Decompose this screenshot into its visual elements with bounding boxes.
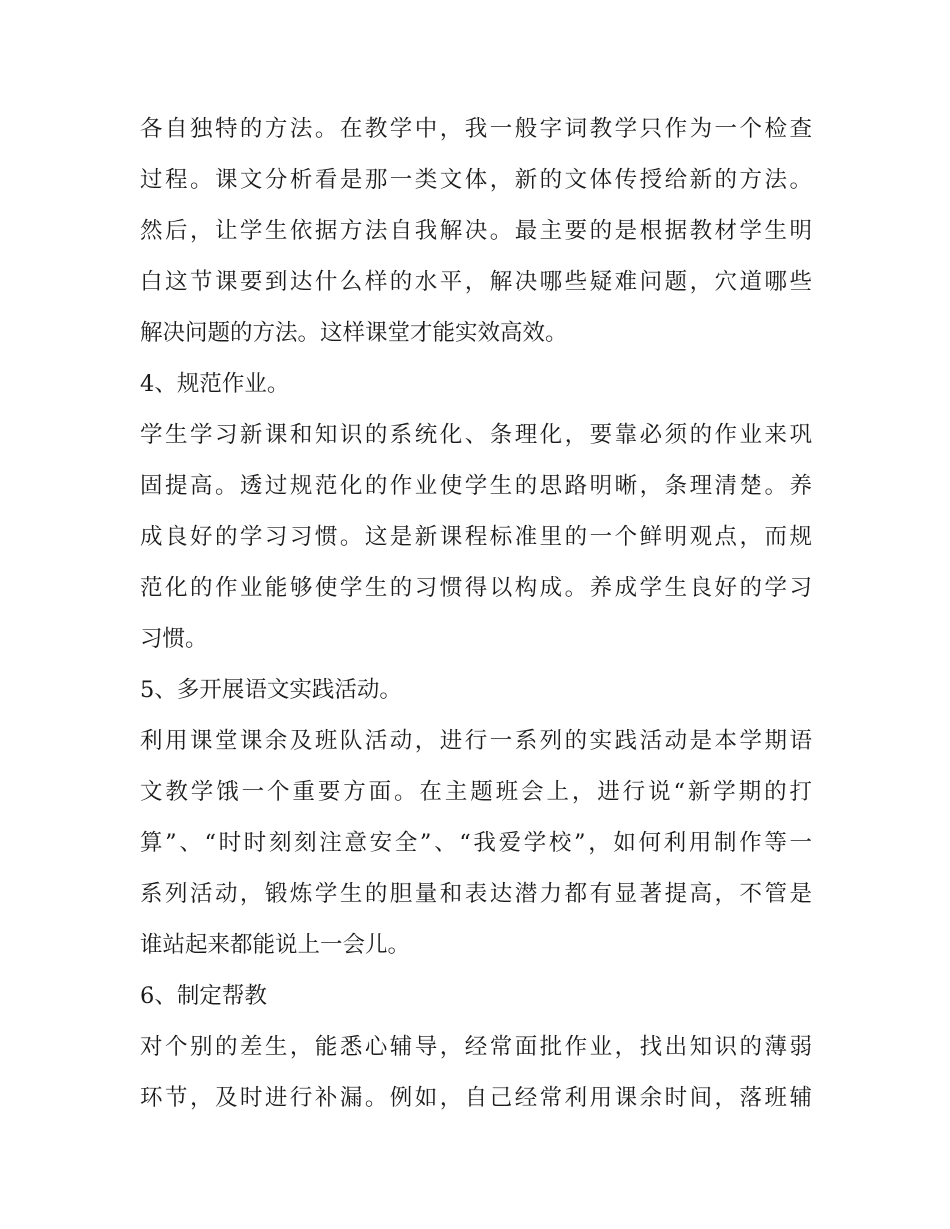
text-line-17: 谁站起来都能说上一会儿。 [140, 932, 411, 958]
text-line-10: 范化的作业能够使学生的习惯得以构成。养成学生良好的学习 [140, 575, 812, 601]
text-line-4: 白这节课要到达什么样的水平，解决哪些疑难问题，穴道哪些 [140, 269, 812, 295]
text-line-16: 系列活动，锻炼学生的胆量和表达潜力都有显著提高，不管是 [140, 881, 812, 907]
text-line-20: 环节，及时进行补漏。例如，自己经常利用课余时间，落班辅 [140, 1085, 812, 1111]
document-page [140, 104, 812, 1124]
text-line-8: 固提高。透过规范化的作业使学生的思路明晰，条理清楚。养 [140, 473, 812, 499]
text-line-14: 文教学饿一个重要方面。在主题班会上，进行说“新学期的打 [140, 779, 812, 805]
text-line-13: 利用课堂课余及班队活动，进行一系列的实践活动是本学期语 [140, 728, 812, 754]
text-line-15: 算”、“时时刻刻注意安全”、“我爱学校”，如何利用制作等一 [140, 830, 812, 856]
section-heading-5: 5、多开展语文实践活动。 [140, 677, 402, 703]
text-line-11: 习惯。 [140, 626, 208, 652]
text-line-5: 解决问题的方法。这样课堂才能实效高效。 [140, 320, 568, 346]
text-line-19: 对个别的差生，能悉心辅导，经常面批作业，找出知识的薄弱 [140, 1034, 812, 1060]
text-line-2: 过程。课文分析看是那一类文体，新的文体传授给新的方法。 [140, 167, 812, 193]
section-heading-4: 4、规范作业。 [140, 371, 290, 397]
text-line-3: 然后，让学生依据方法自我解决。最主要的是根据教材学生明 [140, 218, 812, 244]
text-line-7: 学生学习新课和知识的系统化、条理化，要靠必须的作业来巩 [140, 422, 812, 448]
text-line-9: 成良好的学习习惯。这是新课程标准里的一个鲜明观点，而规 [140, 524, 812, 550]
text-line-1: 各自独特的方法。在教学中，我一般字词教学只作为一个检查 [140, 116, 812, 142]
section-heading-6: 6、制定帮教 [140, 983, 267, 1009]
